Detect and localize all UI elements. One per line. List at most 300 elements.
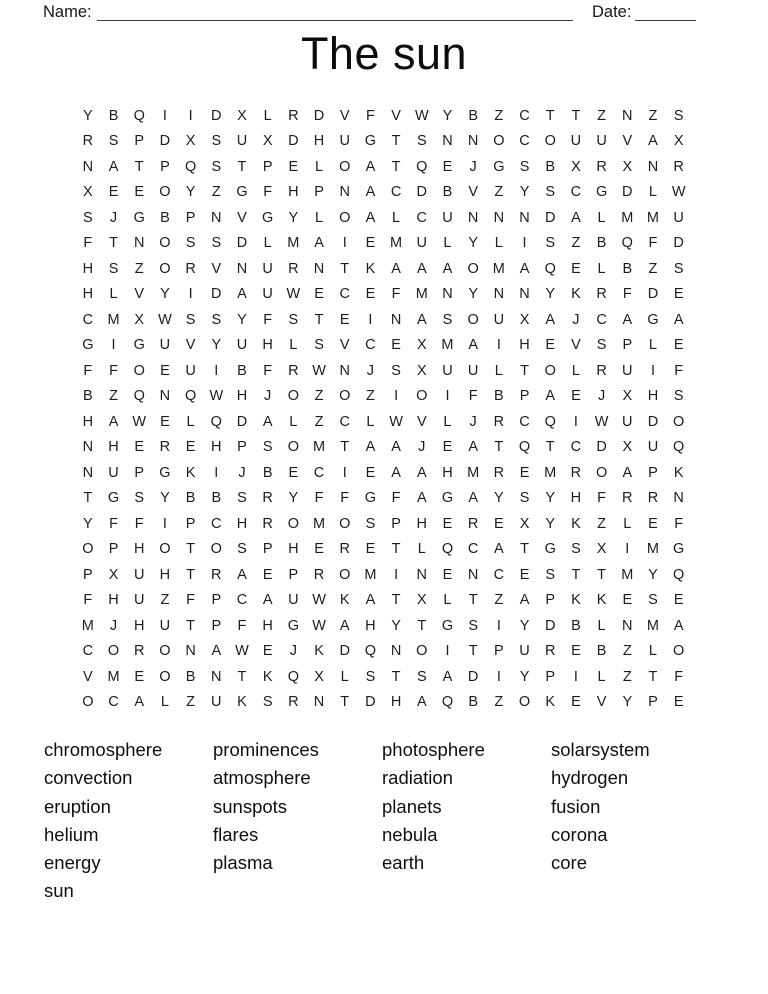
grid-letter[interactable]: F bbox=[622, 286, 632, 303]
grid-letter[interactable]: U bbox=[262, 260, 273, 277]
grid-letter[interactable]: D bbox=[313, 107, 325, 124]
grid-letter[interactable]: F bbox=[83, 592, 93, 609]
grid-letter[interactable]: R bbox=[288, 362, 299, 379]
grid-letter[interactable]: K bbox=[571, 592, 581, 609]
grid-letter[interactable]: U bbox=[596, 133, 607, 150]
grid-letter[interactable]: Y bbox=[83, 515, 93, 532]
grid-letter[interactable]: D bbox=[211, 107, 222, 124]
grid-letter[interactable]: N bbox=[82, 464, 94, 481]
grid-letter[interactable]: Y bbox=[391, 617, 401, 634]
grid-letter[interactable]: T bbox=[648, 668, 658, 685]
grid-letter[interactable]: X bbox=[314, 668, 324, 685]
grid-letter[interactable]: A bbox=[416, 464, 427, 481]
grid-letter[interactable]: N bbox=[185, 643, 196, 660]
grid-letter[interactable]: N bbox=[467, 566, 479, 583]
grid-letter[interactable]: G bbox=[133, 209, 145, 226]
grid-letter[interactable]: S bbox=[211, 158, 222, 175]
grid-letter[interactable]: Q bbox=[287, 668, 299, 685]
grid-letter[interactable]: U bbox=[159, 337, 171, 354]
grid-letter[interactable]: H bbox=[390, 694, 402, 711]
grid-letter[interactable]: T bbox=[340, 439, 350, 456]
grid-letter[interactable]: C bbox=[339, 413, 350, 430]
grid-letter[interactable]: B bbox=[211, 490, 222, 507]
grid-letter[interactable]: I bbox=[394, 388, 399, 405]
grid-letter[interactable]: L bbox=[494, 235, 503, 252]
grid-letter[interactable]: G bbox=[493, 158, 505, 175]
grid-letter[interactable]: J bbox=[572, 311, 580, 328]
grid-letter[interactable]: J bbox=[366, 362, 375, 379]
grid-letter[interactable]: O bbox=[518, 694, 531, 711]
grid-letter[interactable]: A bbox=[519, 592, 530, 609]
grid-letter[interactable]: E bbox=[365, 541, 376, 558]
grid-letter[interactable]: Q bbox=[416, 158, 428, 175]
grid-letter[interactable]: T bbox=[571, 107, 581, 124]
grid-letter[interactable]: U bbox=[133, 592, 145, 609]
grid-letter[interactable]: A bbox=[262, 592, 273, 609]
grid-letter[interactable]: F bbox=[134, 515, 144, 532]
grid-letter[interactable]: L bbox=[648, 184, 657, 201]
grid-letter[interactable]: E bbox=[262, 643, 273, 660]
grid-letter[interactable]: U bbox=[339, 133, 350, 150]
grid-letter[interactable]: O bbox=[287, 439, 299, 456]
grid-letter[interactable]: M bbox=[312, 439, 326, 456]
grid-letter[interactable]: E bbox=[442, 515, 453, 532]
grid-letter[interactable]: E bbox=[622, 592, 633, 609]
grid-letter[interactable]: Y bbox=[519, 668, 530, 685]
grid-letter[interactable]: K bbox=[237, 694, 247, 711]
grid-letter[interactable]: O bbox=[673, 643, 685, 660]
grid-letter[interactable]: O bbox=[287, 388, 299, 405]
grid-letter[interactable]: Q bbox=[133, 107, 145, 124]
grid-letter[interactable]: N bbox=[82, 158, 94, 175]
grid-letter[interactable]: Q bbox=[133, 388, 145, 405]
grid-letter[interactable]: H bbox=[288, 184, 299, 201]
grid-letter[interactable]: L bbox=[263, 235, 272, 252]
grid-letter[interactable]: E bbox=[673, 337, 684, 354]
grid-letter[interactable]: V bbox=[83, 668, 93, 685]
grid-letter[interactable]: O bbox=[339, 566, 351, 583]
grid-letter[interactable]: T bbox=[391, 668, 401, 685]
grid-letter[interactable]: T bbox=[83, 490, 93, 507]
grid-letter[interactable]: R bbox=[288, 260, 299, 277]
grid-letter[interactable]: I bbox=[445, 388, 450, 405]
grid-letter[interactable]: H bbox=[108, 439, 119, 456]
grid-letter[interactable]: B bbox=[83, 388, 93, 405]
grid-letter[interactable]: K bbox=[571, 515, 581, 532]
grid-letter[interactable]: L bbox=[186, 413, 195, 430]
grid-letter[interactable]: Q bbox=[441, 694, 454, 711]
grid-letter[interactable]: P bbox=[160, 158, 170, 175]
grid-letter[interactable]: C bbox=[108, 694, 119, 711]
grid-letter[interactable]: E bbox=[288, 158, 299, 175]
grid-letter[interactable]: A bbox=[545, 388, 556, 405]
grid-letter[interactable]: C bbox=[596, 311, 607, 328]
grid-letter[interactable]: R bbox=[262, 490, 273, 507]
grid-letter[interactable]: J bbox=[469, 158, 477, 175]
grid-letter[interactable]: O bbox=[544, 133, 556, 150]
grid-letter[interactable]: P bbox=[185, 209, 196, 226]
grid-letter[interactable]: T bbox=[545, 107, 555, 124]
grid-letter[interactable]: R bbox=[339, 541, 350, 558]
grid-letter[interactable]: R bbox=[133, 643, 145, 660]
grid-letter[interactable]: H bbox=[365, 617, 376, 634]
grid-letter[interactable]: Q bbox=[673, 439, 685, 456]
grid-letter[interactable]: Y bbox=[185, 184, 196, 201]
grid-letter[interactable]: G bbox=[287, 617, 299, 634]
grid-letter[interactable]: C bbox=[467, 541, 479, 558]
grid-letter[interactable]: A bbox=[314, 235, 324, 252]
grid-letter[interactable]: N bbox=[467, 133, 479, 150]
grid-letter[interactable]: S bbox=[185, 311, 196, 328]
grid-letter[interactable]: S bbox=[108, 260, 119, 277]
grid-letter[interactable]: D bbox=[365, 694, 376, 711]
grid-letter[interactable]: L bbox=[648, 337, 657, 354]
grid-letter[interactable]: T bbox=[545, 439, 555, 456]
grid-letter[interactable]: B bbox=[442, 184, 453, 201]
grid-letter[interactable]: E bbox=[391, 337, 401, 354]
grid-letter[interactable]: N bbox=[519, 286, 530, 303]
grid-letter[interactable]: G bbox=[673, 541, 685, 558]
grid-letter[interactable]: L bbox=[623, 515, 632, 532]
grid-letter[interactable]: A bbox=[365, 209, 376, 226]
grid-letter[interactable]: S bbox=[519, 158, 530, 175]
grid-letter[interactable]: R bbox=[493, 413, 505, 430]
grid-letter[interactable]: L bbox=[340, 668, 349, 685]
grid-letter[interactable]: E bbox=[339, 311, 350, 328]
grid-letter[interactable]: I bbox=[650, 362, 655, 379]
grid-letter[interactable]: G bbox=[441, 490, 454, 507]
grid-letter[interactable]: T bbox=[314, 311, 324, 328]
grid-letter[interactable]: O bbox=[159, 668, 171, 685]
grid-letter[interactable]: P bbox=[262, 158, 273, 175]
grid-letter[interactable]: N bbox=[211, 668, 222, 685]
grid-letter[interactable]: X bbox=[622, 439, 633, 456]
grid-letter[interactable]: U bbox=[467, 362, 479, 379]
grid-letter[interactable]: D bbox=[159, 133, 171, 150]
grid-letter[interactable]: Q bbox=[544, 260, 556, 277]
grid-letter[interactable]: O bbox=[82, 541, 94, 558]
grid-letter[interactable]: E bbox=[134, 668, 145, 685]
grid-letter[interactable]: D bbox=[288, 133, 299, 150]
grid-letter[interactable]: H bbox=[442, 464, 453, 481]
grid-letter[interactable]: V bbox=[468, 184, 478, 201]
grid-letter[interactable]: S bbox=[468, 617, 478, 634]
grid-letter[interactable]: Y bbox=[468, 235, 478, 252]
grid-letter[interactable]: C bbox=[236, 592, 248, 609]
grid-letter[interactable]: N bbox=[647, 158, 659, 175]
grid-letter[interactable]: S bbox=[442, 311, 453, 328]
grid-letter[interactable]: Z bbox=[494, 184, 504, 201]
grid-letter[interactable]: S bbox=[237, 490, 247, 507]
grid-letter[interactable]: N bbox=[82, 439, 94, 456]
grid-letter[interactable]: L bbox=[648, 643, 657, 660]
grid-letter[interactable]: M bbox=[107, 311, 120, 328]
grid-letter[interactable]: R bbox=[622, 490, 633, 507]
grid-letter[interactable]: A bbox=[468, 337, 478, 354]
grid-letter[interactable]: Z bbox=[597, 515, 607, 532]
grid-letter[interactable]: U bbox=[133, 566, 145, 583]
grid-letter[interactable]: X bbox=[416, 337, 427, 354]
grid-letter[interactable]: X bbox=[134, 311, 145, 328]
grid-letter[interactable]: R bbox=[596, 158, 607, 175]
grid-letter[interactable]: Y bbox=[494, 490, 504, 507]
grid-letter[interactable]: N bbox=[313, 260, 325, 277]
grid-letter[interactable]: U bbox=[519, 643, 530, 660]
grid-letter[interactable]: N bbox=[159, 388, 171, 405]
grid-letter[interactable]: O bbox=[339, 515, 351, 532]
grid-letter[interactable]: R bbox=[288, 694, 299, 711]
grid-letter[interactable]: Q bbox=[364, 643, 377, 660]
grid-letter[interactable]: X bbox=[185, 133, 196, 150]
grid-letter[interactable]: P bbox=[185, 515, 196, 532]
grid-letter[interactable]: R bbox=[596, 286, 607, 303]
grid-letter[interactable]: O bbox=[159, 643, 171, 660]
grid-letter[interactable]: A bbox=[391, 260, 401, 277]
grid-letter[interactable]: A bbox=[622, 464, 633, 481]
grid-letter[interactable]: Y bbox=[288, 490, 299, 507]
grid-letter[interactable]: X bbox=[519, 311, 530, 328]
grid-letter[interactable]: A bbox=[545, 311, 556, 328]
grid-letter[interactable]: A bbox=[262, 413, 273, 430]
grid-letter[interactable]: T bbox=[391, 158, 401, 175]
grid-letter[interactable]: R bbox=[82, 133, 94, 150]
grid-letter[interactable]: H bbox=[647, 388, 659, 405]
grid-letter[interactable]: E bbox=[519, 566, 530, 583]
grid-letter[interactable]: N bbox=[622, 107, 633, 124]
grid-letter[interactable]: A bbox=[391, 439, 401, 456]
grid-letter[interactable]: I bbox=[188, 286, 193, 303]
grid-letter[interactable]: S bbox=[391, 362, 401, 379]
grid-letter[interactable]: L bbox=[443, 413, 452, 430]
grid-letter[interactable]: J bbox=[264, 388, 272, 405]
grid-letter[interactable]: O bbox=[107, 643, 120, 660]
grid-letter[interactable]: C bbox=[82, 311, 94, 328]
grid-letter[interactable]: A bbox=[571, 209, 581, 226]
grid-letter[interactable]: S bbox=[237, 541, 247, 558]
grid-letter[interactable]: O bbox=[339, 388, 351, 405]
grid-letter[interactable]: U bbox=[108, 464, 119, 481]
grid-letter[interactable]: N bbox=[493, 209, 505, 226]
grid-letter[interactable]: T bbox=[520, 541, 529, 558]
grid-letter[interactable]: D bbox=[647, 413, 659, 430]
grid-letter[interactable]: E bbox=[571, 694, 581, 711]
grid-letter[interactable]: M bbox=[544, 464, 557, 481]
grid-letter[interactable]: L bbox=[109, 286, 118, 303]
grid-letter[interactable]: B bbox=[185, 668, 196, 685]
grid-letter[interactable]: T bbox=[340, 694, 350, 711]
grid-letter[interactable]: Y bbox=[83, 107, 93, 124]
grid-letter[interactable]: L bbox=[597, 668, 606, 685]
grid-letter[interactable]: X bbox=[108, 566, 119, 583]
grid-letter[interactable]: Y bbox=[648, 566, 658, 583]
grid-letter[interactable]: Y bbox=[468, 286, 478, 303]
grid-letter[interactable]: Z bbox=[597, 107, 607, 124]
grid-letter[interactable]: W bbox=[414, 107, 429, 124]
grid-letter[interactable]: S bbox=[288, 311, 299, 328]
grid-letter[interactable]: D bbox=[596, 439, 607, 456]
grid-letter[interactable]: W bbox=[209, 388, 224, 405]
grid-letter[interactable]: R bbox=[570, 464, 582, 481]
grid-letter[interactable]: C bbox=[365, 337, 376, 354]
grid-letter[interactable]: N bbox=[622, 617, 633, 634]
grid-letter[interactable]: W bbox=[158, 311, 172, 328]
grid-letter[interactable]: I bbox=[496, 668, 501, 685]
grid-letter[interactable]: M bbox=[646, 541, 660, 558]
grid-letter[interactable]: G bbox=[236, 184, 248, 201]
grid-letter[interactable]: U bbox=[211, 694, 222, 711]
grid-letter[interactable]: J bbox=[289, 643, 297, 660]
grid-letter[interactable]: S bbox=[262, 439, 273, 456]
grid-letter[interactable]: X bbox=[571, 158, 581, 175]
grid-letter[interactable]: X bbox=[622, 388, 633, 405]
grid-letter[interactable]: S bbox=[545, 235, 556, 252]
grid-letter[interactable]: T bbox=[391, 133, 401, 150]
grid-letter[interactable]: F bbox=[263, 311, 273, 328]
grid-letter[interactable]: T bbox=[597, 566, 607, 583]
grid-letter[interactable]: I bbox=[625, 541, 630, 558]
grid-letter[interactable]: P bbox=[288, 566, 299, 583]
grid-letter[interactable]: T bbox=[391, 541, 401, 558]
grid-letter[interactable]: A bbox=[416, 490, 427, 507]
grid-letter[interactable]: A bbox=[365, 158, 376, 175]
grid-letter[interactable]: I bbox=[368, 311, 373, 328]
grid-letter[interactable]: N bbox=[133, 235, 145, 252]
grid-letter[interactable]: N bbox=[442, 286, 453, 303]
grid-letter[interactable]: Q bbox=[184, 388, 197, 405]
grid-letter[interactable]: X bbox=[622, 158, 633, 175]
grid-letter[interactable]: Z bbox=[494, 107, 504, 124]
grid-letter[interactable]: F bbox=[648, 235, 658, 252]
grid-letter[interactable]: Q bbox=[441, 541, 454, 558]
grid-letter[interactable]: E bbox=[108, 184, 119, 201]
grid-letter[interactable]: C bbox=[570, 439, 582, 456]
grid-letter[interactable]: G bbox=[544, 541, 556, 558]
grid-letter[interactable]: L bbox=[417, 541, 426, 558]
grid-letter[interactable]: C bbox=[416, 209, 428, 226]
grid-letter[interactable]: I bbox=[214, 464, 219, 481]
grid-letter[interactable]: B bbox=[108, 107, 119, 124]
grid-letter[interactable]: X bbox=[519, 515, 530, 532]
grid-letter[interactable]: S bbox=[416, 668, 427, 685]
grid-letter[interactable]: U bbox=[288, 592, 299, 609]
grid-letter[interactable]: W bbox=[389, 413, 403, 430]
grid-letter[interactable]: P bbox=[519, 388, 530, 405]
grid-letter[interactable]: I bbox=[162, 515, 167, 532]
grid-letter[interactable]: N bbox=[673, 490, 684, 507]
grid-letter[interactable]: P bbox=[622, 337, 633, 354]
grid-letter[interactable]: C bbox=[493, 566, 505, 583]
grid-letter[interactable]: L bbox=[494, 362, 503, 379]
grid-letter[interactable]: Y bbox=[545, 490, 556, 507]
grid-letter[interactable]: U bbox=[647, 439, 659, 456]
grid-letter[interactable]: O bbox=[82, 694, 94, 711]
grid-letter[interactable]: A bbox=[468, 490, 478, 507]
grid-letter[interactable]: M bbox=[107, 668, 120, 685]
grid-letter[interactable]: O bbox=[133, 362, 145, 379]
grid-letter[interactable]: S bbox=[648, 592, 658, 609]
grid-letter[interactable]: X bbox=[83, 184, 93, 201]
grid-letter[interactable]: E bbox=[160, 413, 170, 430]
grid-letter[interactable]: Y bbox=[237, 311, 247, 328]
grid-letter[interactable]: N bbox=[416, 566, 428, 583]
grid-letter[interactable]: I bbox=[188, 107, 193, 124]
grid-letter[interactable]: Z bbox=[314, 413, 324, 430]
grid-letter[interactable]: U bbox=[442, 362, 453, 379]
grid-letter[interactable]: O bbox=[416, 388, 428, 405]
grid-letter[interactable]: E bbox=[365, 235, 376, 252]
grid-letter[interactable]: N bbox=[211, 209, 222, 226]
grid-letter[interactable]: H bbox=[82, 286, 94, 303]
grid-letter[interactable]: U bbox=[442, 209, 453, 226]
grid-letter[interactable]: N bbox=[493, 286, 505, 303]
grid-letter[interactable]: E bbox=[314, 286, 324, 303]
grid-letter[interactable]: S bbox=[545, 566, 556, 583]
grid-letter[interactable]: X bbox=[416, 362, 427, 379]
grid-letter[interactable]: F bbox=[109, 515, 118, 532]
grid-letter[interactable]: I bbox=[496, 337, 501, 354]
grid-letter[interactable]: I bbox=[573, 668, 578, 685]
grid-letter[interactable]: H bbox=[519, 337, 530, 354]
grid-letter[interactable]: E bbox=[365, 464, 376, 481]
grid-letter[interactable]: B bbox=[596, 235, 607, 252]
grid-letter[interactable]: H bbox=[159, 566, 171, 583]
grid-letter[interactable]: F bbox=[365, 107, 375, 124]
grid-letter[interactable]: A bbox=[494, 541, 504, 558]
grid-letter[interactable]: H bbox=[570, 490, 582, 507]
grid-letter[interactable]: Z bbox=[211, 184, 221, 201]
grid-letter[interactable]: Z bbox=[648, 260, 658, 277]
grid-letter[interactable]: E bbox=[571, 260, 581, 277]
grid-letter[interactable]: J bbox=[109, 209, 118, 226]
grid-letter[interactable]: H bbox=[133, 617, 145, 634]
grid-letter[interactable]: L bbox=[289, 337, 298, 354]
grid-letter[interactable]: D bbox=[544, 617, 556, 634]
grid-letter[interactable]: Q bbox=[184, 158, 197, 175]
grid-letter[interactable]: A bbox=[211, 643, 222, 660]
grid-letter[interactable]: A bbox=[108, 413, 119, 430]
grid-letter[interactable]: S bbox=[519, 490, 530, 507]
grid-letter[interactable]: S bbox=[211, 235, 222, 252]
grid-letter[interactable]: N bbox=[519, 209, 530, 226]
grid-letter[interactable]: T bbox=[468, 592, 478, 609]
grid-letter[interactable]: Q bbox=[621, 235, 633, 252]
grid-letter[interactable]: I bbox=[573, 413, 578, 430]
grid-letter[interactable]: E bbox=[571, 388, 581, 405]
grid-letter[interactable]: R bbox=[211, 566, 222, 583]
grid-letter[interactable]: L bbox=[314, 158, 324, 175]
grid-letter[interactable]: L bbox=[314, 209, 324, 226]
grid-letter[interactable]: E bbox=[442, 158, 453, 175]
grid-letter[interactable]: O bbox=[159, 184, 171, 201]
grid-letter[interactable]: B bbox=[571, 617, 581, 634]
grid-letter[interactable]: D bbox=[339, 643, 350, 660]
grid-letter[interactable]: H bbox=[82, 413, 94, 430]
grid-letter[interactable]: T bbox=[571, 566, 581, 583]
grid-letter[interactable]: L bbox=[443, 592, 452, 609]
grid-letter[interactable]: O bbox=[339, 209, 351, 226]
grid-letter[interactable]: Z bbox=[314, 388, 324, 405]
grid-letter[interactable]: H bbox=[236, 515, 248, 532]
grid-letter[interactable]: T bbox=[237, 668, 247, 685]
grid-letter[interactable]: E bbox=[314, 541, 324, 558]
grid-letter[interactable]: L bbox=[263, 107, 272, 124]
grid-letter[interactable]: K bbox=[596, 592, 607, 609]
grid-letter[interactable]: A bbox=[468, 439, 478, 456]
grid-letter[interactable]: Y bbox=[288, 209, 299, 226]
grid-letter[interactable]: P bbox=[648, 464, 658, 481]
grid-letter[interactable]: P bbox=[237, 439, 247, 456]
grid-letter[interactable]: A bbox=[134, 694, 145, 711]
